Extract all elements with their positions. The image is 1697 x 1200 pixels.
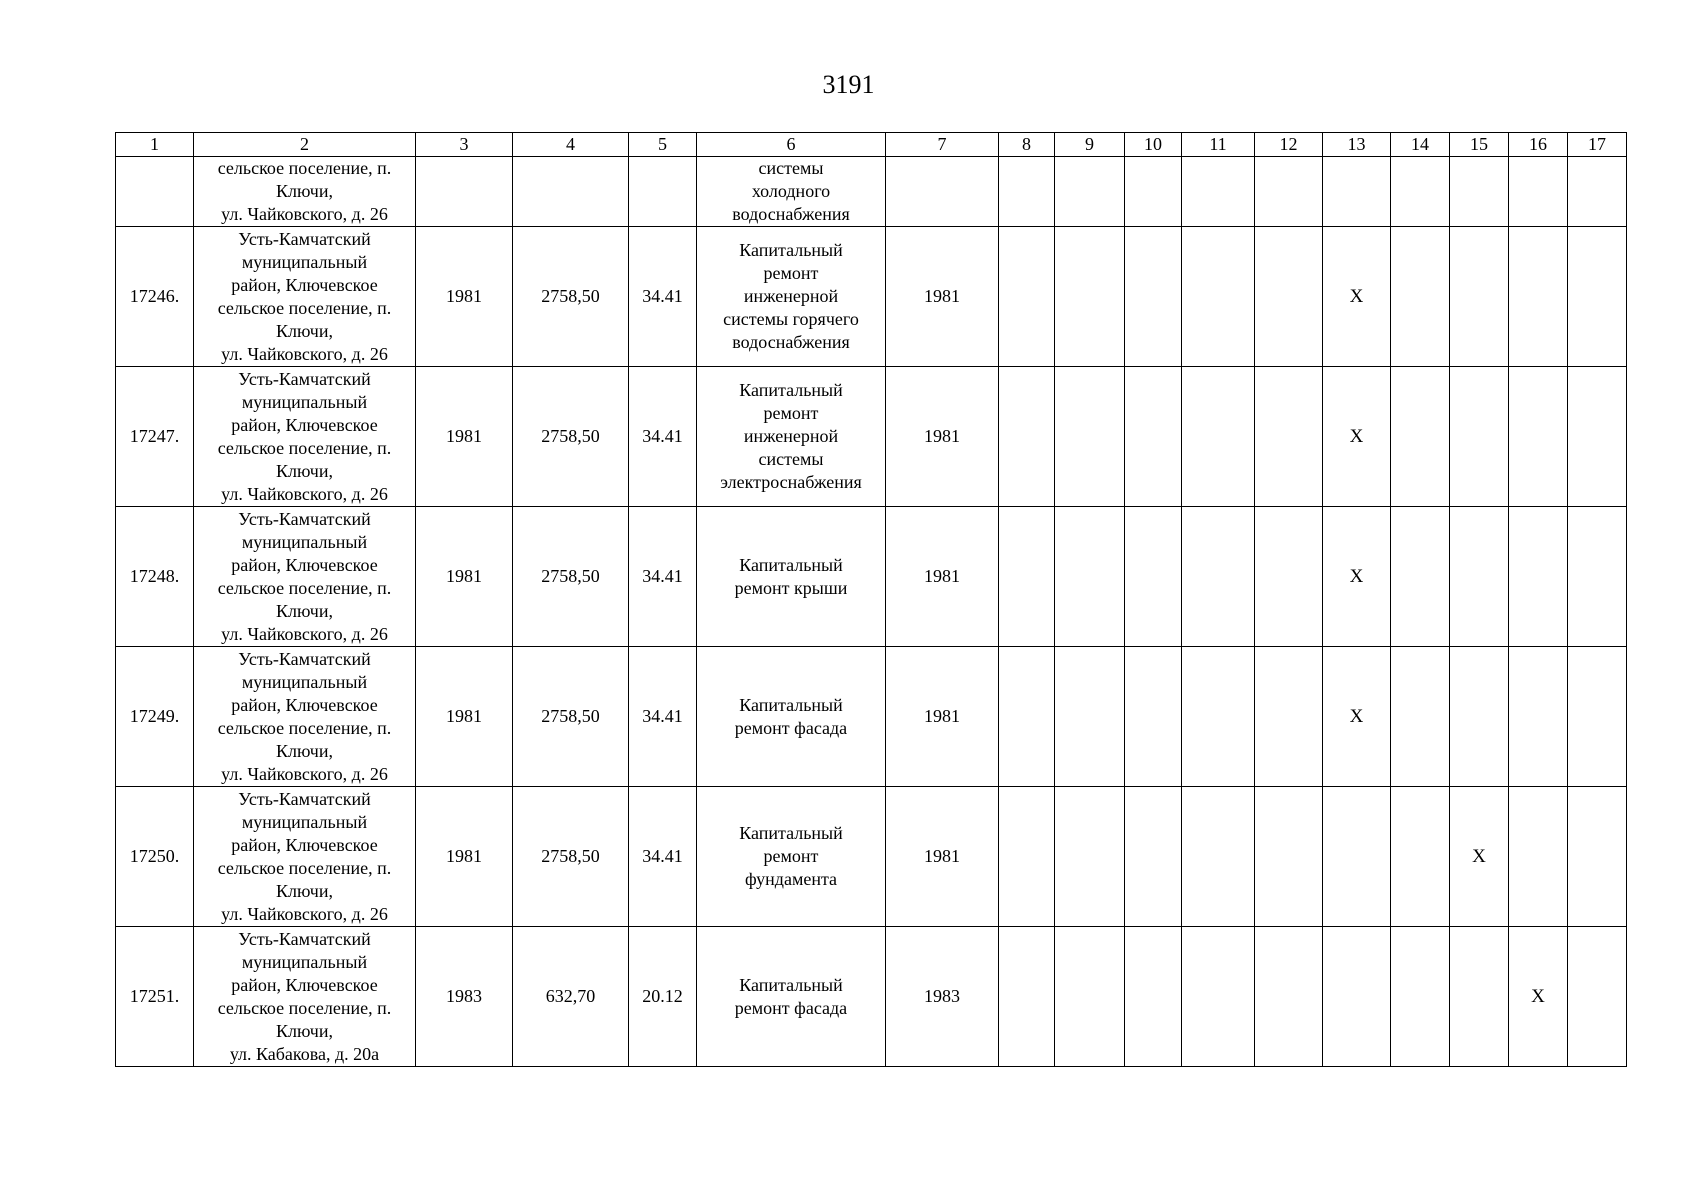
address-line: Усть-Камчатский bbox=[238, 928, 371, 949]
mark-cell bbox=[1568, 157, 1627, 227]
mark-cell bbox=[1509, 787, 1568, 927]
address-cell bbox=[194, 647, 416, 787]
area-cell: 2758,50 bbox=[513, 787, 629, 927]
address-line: сельское поселение, п. bbox=[217, 717, 392, 738]
mark-cell bbox=[1568, 927, 1627, 1067]
column-header: 7 bbox=[886, 133, 999, 157]
code-cell: 34.41 bbox=[629, 647, 697, 787]
address-cell bbox=[194, 927, 416, 1067]
address-line: сельское поселение, п. bbox=[217, 997, 392, 1018]
mark-cell bbox=[1568, 227, 1627, 367]
table-row bbox=[116, 367, 1627, 507]
address-line: район, Ключевское bbox=[231, 274, 378, 295]
address-line: ул. Чайковского, д. 26 bbox=[221, 204, 388, 224]
address-line: Усть-Камчатский bbox=[238, 228, 371, 249]
column-header: 9 bbox=[1055, 133, 1125, 157]
mark-cell bbox=[1182, 647, 1255, 787]
address-line: Ключи, bbox=[276, 600, 333, 621]
mark-cell bbox=[1182, 157, 1255, 227]
mark-cell bbox=[999, 507, 1055, 647]
mark-cell bbox=[1450, 157, 1509, 227]
code-cell: 34.41 bbox=[629, 227, 697, 367]
mark-cell bbox=[1125, 227, 1182, 367]
year-repair-cell: 1981 bbox=[886, 227, 999, 367]
year-repair-cell bbox=[886, 157, 999, 227]
address-line: Усть-Камчатский bbox=[238, 508, 371, 529]
column-header: 15 bbox=[1450, 133, 1509, 157]
mark-cell bbox=[1182, 787, 1255, 927]
address-cell bbox=[194, 367, 416, 507]
continuation-row bbox=[116, 157, 1627, 227]
year-repair-cell: 1981 bbox=[886, 367, 999, 507]
code-cell: 34.41 bbox=[629, 507, 697, 647]
mark-cell bbox=[999, 787, 1055, 927]
mark-cell bbox=[1323, 927, 1391, 1067]
work-line: ремонт bbox=[763, 263, 819, 283]
column-number-row bbox=[116, 133, 1627, 157]
column-header: 4 bbox=[513, 133, 629, 157]
code-cell bbox=[629, 157, 697, 227]
mark-cell: X bbox=[1509, 927, 1568, 1067]
code-cell: 20.12 bbox=[629, 927, 697, 1067]
mark-cell bbox=[1055, 647, 1125, 787]
column-header: 12 bbox=[1255, 133, 1323, 157]
work-line: Капитальный bbox=[739, 240, 843, 260]
mark-cell bbox=[1323, 787, 1391, 927]
mark-cell bbox=[1568, 787, 1627, 927]
column-header: 8 bbox=[999, 133, 1055, 157]
address-line: район, Ключевское bbox=[231, 834, 378, 855]
year-built-cell: 1981 bbox=[416, 367, 513, 507]
mark-cell bbox=[1182, 367, 1255, 507]
row-number: 17250. bbox=[116, 787, 194, 927]
address-line: район, Ключевское bbox=[231, 974, 378, 995]
work-type-cell bbox=[697, 227, 886, 367]
mark-cell bbox=[1323, 157, 1391, 227]
mark-cell bbox=[1509, 647, 1568, 787]
row-number bbox=[116, 157, 194, 227]
mark-cell bbox=[1255, 647, 1323, 787]
address-cell bbox=[194, 227, 416, 367]
address-line: сельское поселение, п. bbox=[217, 577, 392, 598]
mark-cell bbox=[1391, 647, 1450, 787]
year-repair-cell: 1981 bbox=[886, 787, 999, 927]
mark-cell bbox=[1391, 787, 1450, 927]
mark-cell bbox=[999, 927, 1055, 1067]
work-line: Капитальный bbox=[739, 554, 843, 575]
year-built-cell: 1981 bbox=[416, 227, 513, 367]
mark-cell bbox=[1255, 367, 1323, 507]
mark-cell bbox=[1125, 647, 1182, 787]
area-cell: 2758,50 bbox=[513, 227, 629, 367]
mark-cell bbox=[1509, 507, 1568, 647]
work-type-cell bbox=[697, 367, 886, 507]
work-line: водоснабжения bbox=[732, 204, 850, 224]
mark-cell bbox=[1391, 157, 1450, 227]
mark-cell: X bbox=[1450, 787, 1509, 927]
work-line: системы bbox=[758, 158, 824, 178]
work-line: системы bbox=[758, 449, 824, 469]
mark-cell bbox=[1568, 507, 1627, 647]
column-header: 17 bbox=[1568, 133, 1627, 157]
code-cell: 34.41 bbox=[629, 787, 697, 927]
row-number: 17248. bbox=[116, 507, 194, 647]
year-built-cell: 1981 bbox=[416, 787, 513, 927]
address-line: Усть-Камчатский bbox=[238, 648, 371, 669]
address-line: Ключи, bbox=[276, 740, 333, 761]
mark-cell bbox=[1125, 927, 1182, 1067]
table-row bbox=[116, 507, 1627, 647]
area-cell: 2758,50 bbox=[513, 507, 629, 647]
code-cell: 34.41 bbox=[629, 367, 697, 507]
mark-cell bbox=[1055, 507, 1125, 647]
mark-cell bbox=[1391, 927, 1450, 1067]
page-number: 3191 bbox=[822, 70, 875, 99]
mark-cell bbox=[1055, 367, 1125, 507]
mark-cell bbox=[1450, 927, 1509, 1067]
mark-cell bbox=[1450, 647, 1509, 787]
address-line: сельское поселение, п. bbox=[217, 297, 392, 318]
address-line: муниципальный bbox=[241, 251, 368, 272]
mark-cell bbox=[999, 227, 1055, 367]
address-line: ул. Чайковского, д. 26 bbox=[221, 763, 388, 784]
address-line: Ключи, bbox=[276, 320, 333, 341]
year-repair-cell: 1983 bbox=[886, 927, 999, 1067]
mark-cell bbox=[1391, 227, 1450, 367]
column-header: 6 bbox=[697, 133, 886, 157]
column-header: 10 bbox=[1125, 133, 1182, 157]
work-line: инженерной bbox=[743, 286, 839, 306]
work-line: ремонт фасада bbox=[734, 717, 848, 738]
mark-cell: X bbox=[1323, 227, 1391, 367]
work-type-cell bbox=[697, 787, 886, 927]
row-number: 17249. bbox=[116, 647, 194, 787]
address-line: Ключи, bbox=[276, 1020, 333, 1041]
table-row bbox=[116, 927, 1627, 1067]
table-row bbox=[116, 227, 1627, 367]
address-line: муниципальный bbox=[241, 531, 368, 552]
mark-cell bbox=[1255, 227, 1323, 367]
address-line: сельское поселение, п. bbox=[217, 857, 392, 878]
address-line: муниципальный bbox=[241, 951, 368, 972]
address-line: район, Ключевское bbox=[231, 414, 378, 435]
work-type-cell bbox=[697, 927, 886, 1067]
address-line: сельское поселение, п. bbox=[217, 158, 392, 178]
work-line: фундамента bbox=[744, 869, 838, 889]
repair-program-table bbox=[115, 132, 1627, 1067]
table-row bbox=[116, 647, 1627, 787]
work-line: ремонт bbox=[763, 403, 819, 423]
mark-cell bbox=[1391, 507, 1450, 647]
mark-cell bbox=[1255, 787, 1323, 927]
address-line: муниципальный bbox=[241, 391, 368, 412]
mark-cell: X bbox=[1323, 647, 1391, 787]
mark-cell bbox=[1182, 227, 1255, 367]
work-line: ремонт фасада bbox=[734, 997, 848, 1018]
column-header: 13 bbox=[1323, 133, 1391, 157]
address-line: Усть-Камчатский bbox=[238, 788, 371, 809]
mark-cell bbox=[1055, 157, 1125, 227]
column-header: 5 bbox=[629, 133, 697, 157]
work-line: холодного bbox=[751, 181, 831, 201]
mark-cell: X bbox=[1323, 367, 1391, 507]
column-header: 11 bbox=[1182, 133, 1255, 157]
mark-cell bbox=[1182, 927, 1255, 1067]
year-built-cell: 1983 bbox=[416, 927, 513, 1067]
year-built-cell: 1981 bbox=[416, 647, 513, 787]
mark-cell bbox=[1125, 787, 1182, 927]
address-line: Ключи, bbox=[276, 181, 333, 201]
work-type-cell bbox=[697, 157, 886, 227]
work-line: Капитальный bbox=[739, 823, 843, 843]
area-cell: 2758,50 bbox=[513, 647, 629, 787]
mark-cell bbox=[1125, 157, 1182, 227]
address-line: ул. Кабакова, д. 20а bbox=[229, 1043, 380, 1064]
mark-cell bbox=[1055, 927, 1125, 1067]
address-line: ул. Чайковского, д. 26 bbox=[221, 623, 388, 644]
mark-cell bbox=[1509, 227, 1568, 367]
row-number: 17246. bbox=[116, 227, 194, 367]
work-line: электроснабжения bbox=[720, 472, 862, 492]
mark-cell bbox=[1255, 157, 1323, 227]
mark-cell bbox=[1125, 507, 1182, 647]
year-built-cell: 1981 bbox=[416, 507, 513, 647]
address-cell bbox=[194, 507, 416, 647]
work-line: системы горячего bbox=[723, 309, 859, 329]
address-line: муниципальный bbox=[241, 811, 368, 832]
year-built-cell bbox=[416, 157, 513, 227]
address-line: муниципальный bbox=[241, 671, 368, 692]
year-repair-cell: 1981 bbox=[886, 647, 999, 787]
work-line: Капитальный bbox=[739, 380, 843, 400]
mark-cell bbox=[1255, 507, 1323, 647]
table-row bbox=[116, 787, 1627, 927]
mark-cell bbox=[999, 367, 1055, 507]
mark-cell bbox=[1182, 507, 1255, 647]
area-cell: 632,70 bbox=[513, 927, 629, 1067]
mark-cell bbox=[1568, 367, 1627, 507]
column-header: 2 bbox=[194, 133, 416, 157]
address-line: район, Ключевское bbox=[231, 694, 378, 715]
area-cell bbox=[513, 157, 629, 227]
address-line: сельское поселение, п. bbox=[217, 437, 392, 458]
column-header: 16 bbox=[1509, 133, 1568, 157]
column-header: 3 bbox=[416, 133, 513, 157]
mark-cell bbox=[1255, 927, 1323, 1067]
mark-cell bbox=[1509, 367, 1568, 507]
address-line: ул. Чайковского, д. 26 bbox=[221, 903, 388, 924]
work-line: Капитальный bbox=[739, 974, 843, 995]
address-line: Усть-Камчатский bbox=[238, 368, 371, 389]
mark-cell bbox=[1568, 647, 1627, 787]
address-line: Ключи, bbox=[276, 460, 333, 481]
year-repair-cell: 1981 bbox=[886, 507, 999, 647]
row-number: 17251. bbox=[116, 927, 194, 1067]
address-line: Ключи, bbox=[276, 880, 333, 901]
mark-cell bbox=[1055, 227, 1125, 367]
mark-cell bbox=[1509, 157, 1568, 227]
column-header: 1 bbox=[116, 133, 194, 157]
mark-cell bbox=[1450, 507, 1509, 647]
column-header: 14 bbox=[1391, 133, 1450, 157]
mark-cell bbox=[1055, 787, 1125, 927]
mark-cell: X bbox=[1323, 507, 1391, 647]
address-line: район, Ключевское bbox=[231, 554, 378, 575]
work-line: водоснабжения bbox=[732, 332, 850, 352]
address-cell bbox=[194, 157, 416, 227]
row-number: 17247. bbox=[116, 367, 194, 507]
mark-cell bbox=[1450, 227, 1509, 367]
work-type-cell bbox=[697, 647, 886, 787]
work-type-cell bbox=[697, 507, 886, 647]
work-line: Капитальный bbox=[739, 694, 843, 715]
address-line: ул. Чайковского, д. 26 bbox=[221, 343, 388, 364]
mark-cell bbox=[999, 157, 1055, 227]
area-cell: 2758,50 bbox=[513, 367, 629, 507]
mark-cell bbox=[999, 647, 1055, 787]
work-line: инженерной bbox=[743, 426, 839, 446]
address-line: ул. Чайковского, д. 26 bbox=[221, 483, 388, 504]
mark-cell bbox=[1391, 367, 1450, 507]
address-cell bbox=[194, 787, 416, 927]
work-line: ремонт крыши bbox=[734, 577, 848, 598]
mark-cell bbox=[1125, 367, 1182, 507]
mark-cell bbox=[1450, 367, 1509, 507]
work-line: ремонт bbox=[763, 846, 819, 866]
